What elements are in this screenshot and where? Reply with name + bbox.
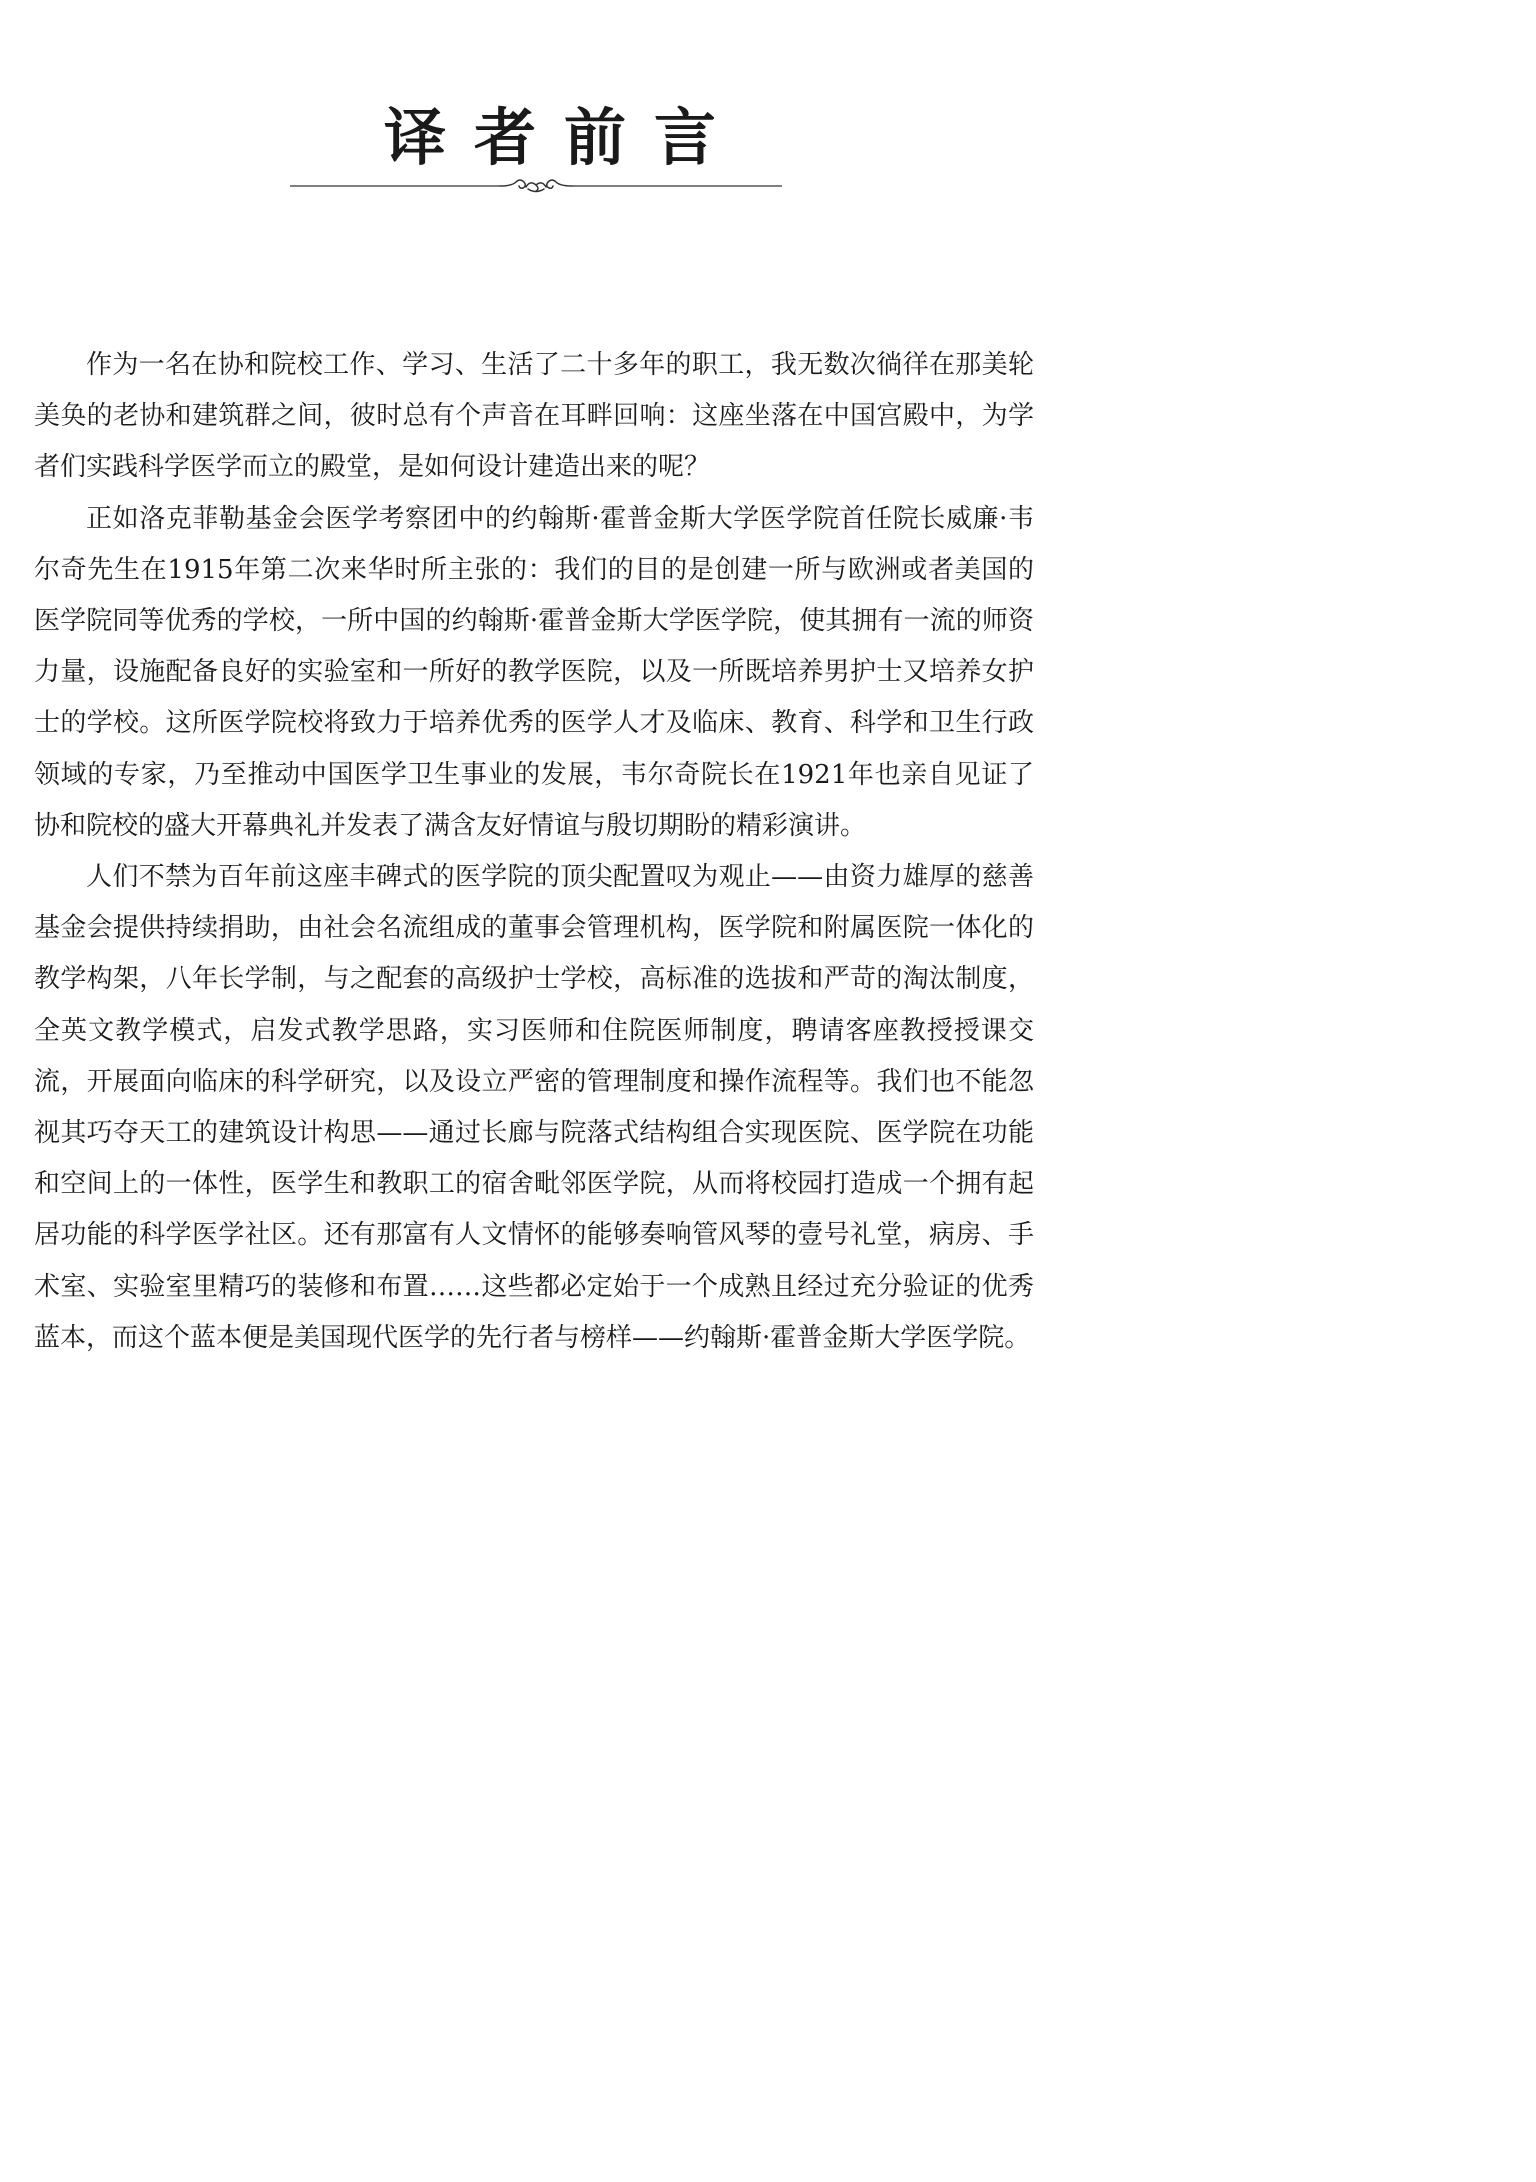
paragraph: 作为一名在协和院校工作、学习、生活了二十多年的职工，我无数次徜徉在那美轮美奂的老协和建筑群之间，彼时总有个声音在耳畔回响：这座坐落在中国宫殿中，为学者们实践科学医学而立的殿堂，是如何设计建造出来的呢？ — [34, 350, 1034, 483]
paragraph: 正如洛克菲勒基金会医学考察团中的约翰斯·霍普金斯大学医学院首任院长威廉·韦尔奇先生在1915年第二次来华时所主张的：我们的目的是创建一所与欧洲或者美国的医学院同等优秀的学校，一所中国的约翰斯·霍普金斯大学医学院，使其拥有一流的师资力量，设施配备良好的实验室和一所好的教学医院，以及一所既培养男护士又培养女护士的学校。这所医学院校将致力于培养优秀的医学人才及临床、教育、科学和卫生行政领域的专家，乃至推动中国医学卫生事业的发展，韦尔奇院长在1921年也亲自见证了协和院校的盛大开幕典礼并发表了满含友好情谊与殷切期盼的精彩演讲。 — [34, 503, 1034, 841]
ornament-icon — [500, 180, 572, 192]
title-divider — [290, 176, 782, 196]
preface-body — [34, 340, 1034, 1364]
page-title: 译者前言 — [383, 101, 744, 174]
paragraph: 人们不禁为百年前这座丰碑式的医学院的顶尖配置叹为观止——由资力雄厚的慈善基金会提供持续捐助，由社会名流组成的董事会管理机构，医学院和附属医院一体化的教学构架，八年长学制，与之配套的高级护士学校，高标准的选拔和严苛的淘汰制度，全英文教学模式，启发式教学思路，实习医师和住院医师制度，聘请客座教授授课交流，开展面向临床的科学研究，以及设立严密的管理制度和操作流程等。我们也不能忽视其巧夺天工的建筑设计构思——通过长廊与院落式结构组合实现医院、医学院在功能和空间上的一体性，医学生和教职工的宿舍毗邻医学院，从而将校园打造成一个拥有起居功能的科学医学社区。还有那富有人文情怀的能够奏响管风琴的壹号礼堂，病房、手术室、实验室里精巧的装修和布置……这些都必定始于一个成熟且经过充分验证的优秀蓝本，而这个蓝本便是美国现代医学的先行者与榜样——约翰斯·霍普金斯大学医学院。 — [34, 862, 1034, 1353]
